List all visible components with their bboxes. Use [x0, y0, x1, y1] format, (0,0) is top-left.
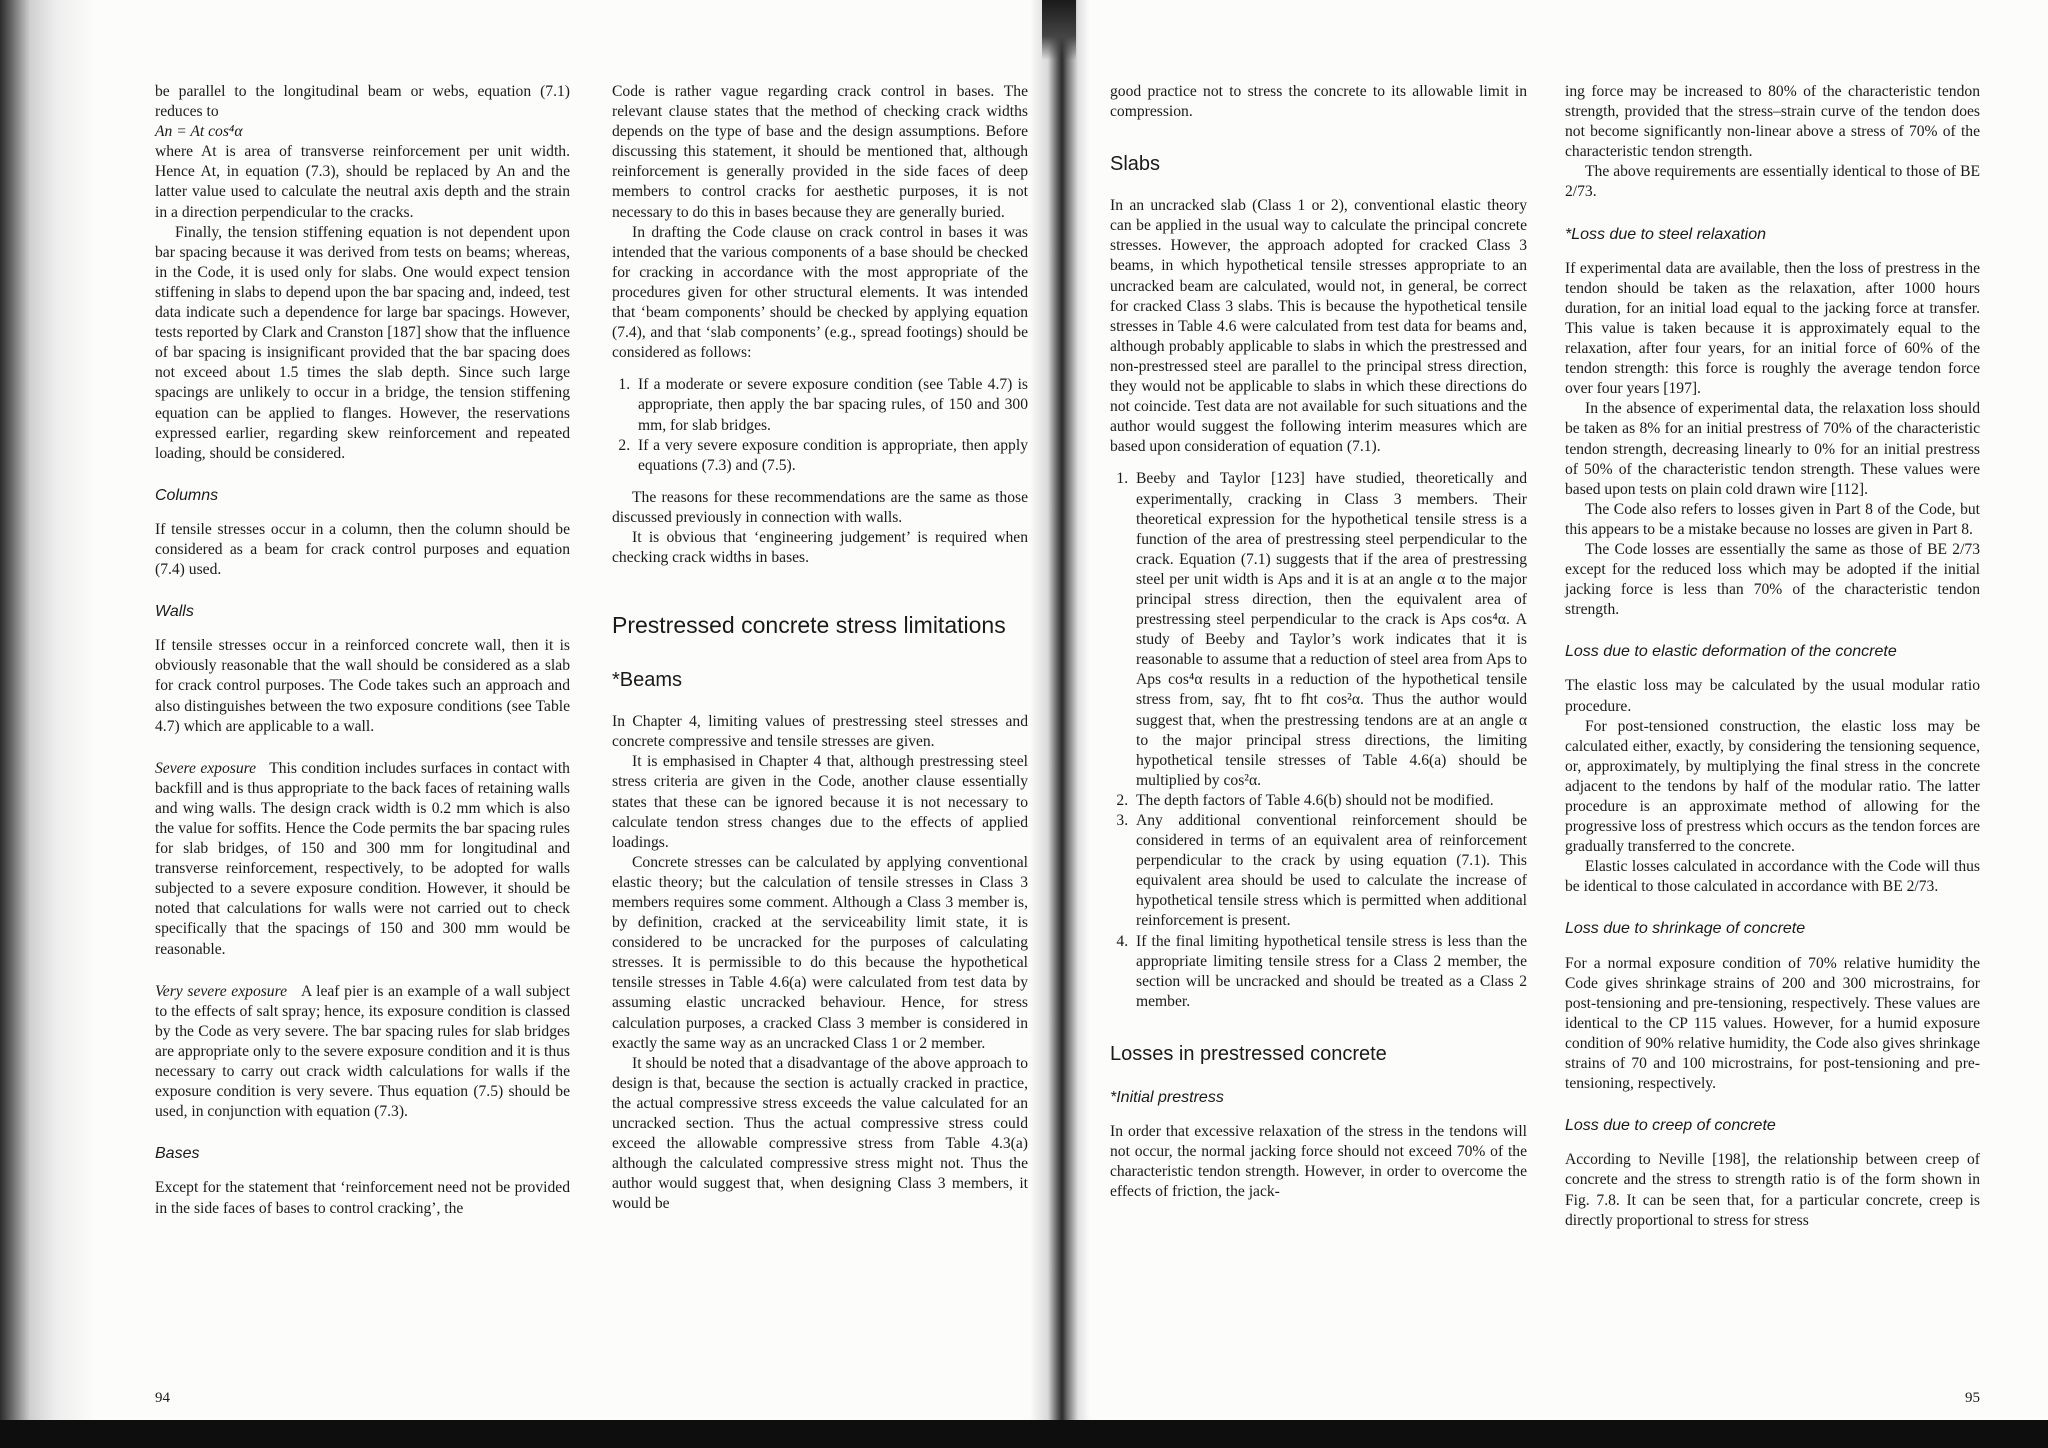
paragraph: The above requirements are essentially identical to those of BE 2/73. [1565, 163, 1980, 201]
paragraph: It is obvious that ‘engineering judgement’ is required when checking crack widths in bases. [612, 528, 1028, 567]
numbered-list [612, 375, 1028, 475]
list-item: 2. The depth factors of Table 4.6(b) should not be modified. [1132, 791, 1527, 811]
subheading-columns: Columns [155, 486, 219, 504]
paragraph: For post-tensioned construction, the elastic loss may be calculated either, exactly, by considering the tensioning sequence, or, approximately, by multiplying the final stress in the concrete adjacent to the tendons by half of the modular ratio. The latter procedure is an approximate method of allowing for the progressive loss of prestress which occurs as the tendon forces are gradually transferred to the concrete. [1565, 717, 1980, 856]
left-page-column-1 [155, 82, 570, 1219]
list-item: 1. If a moderate or severe exposure condition (see Table 4.7) is appropriate, then apply the bar spacing rules, of 150 and 300 mm, for slab bridges. [634, 375, 1028, 435]
equation: An = At cos⁴α [155, 123, 243, 141]
paragraph: If experimental data are available, then the loss of prestress in the tendon should be taken as the relaxation, after 1000 hours duration, for an initial load equal to the jacking force at transfer. This value is taken because it is approximately equal to the relaxation, after four years, for an initial force of 60% of the tendon strength: this force is roughly the average tendon force over four years [197]. [1565, 259, 1980, 398]
subheading-steel-relaxation: *Loss due to steel relaxation [1565, 225, 1767, 243]
paragraph-very-severe-exposure [155, 982, 570, 1123]
subsection-heading-beams: *Beams [612, 669, 683, 692]
paragraph: The elastic loss may be calculated by the usual modular ratio procedure. [1565, 677, 1980, 715]
page-number-left: 94 [155, 1390, 170, 1406]
subheading-shrinkage: Loss due to shrinkage of concrete [1565, 920, 1806, 938]
run-in-heading: Very severe exposure [155, 982, 288, 1000]
subheading-bases: Bases [155, 1145, 200, 1163]
paragraph: In the absence of experimental data, the relaxation loss should be taken as 8% for an initial prestress of 70% of the characteristic tendon strength, decreasing linearly to 0% for an initial prestress of 50% of the characteristic tendon strength. These values were based upon tests on plain cold drawn wire [112]. [1565, 400, 1980, 498]
subheading-elastic-deformation: Loss due to elastic deformation of the concrete [1565, 643, 1897, 661]
paragraph-severe-exposure [155, 759, 570, 960]
numbered-list [1110, 469, 1527, 1012]
right-page-column-1 [1110, 82, 1527, 1202]
list-item: 3. Any additional conventional reinforcement should be considered in terms of an equivalent area of reinforcement perpendicular to the crack by using equation (7.1). This equivalent area should be used to calculate the increase of hypothetical tensile stress which is permitted when additional reinforcement is present. [1132, 811, 1527, 932]
paragraph: It should be noted that a disadvantage of the above approach to design is that, because the section is actually cracked in practice, the actual compressive stress exceeds the value calculated for an uncracked section. Thus the actual compressive stress could exceed the allowable compressive stress from Table 4.3(a) although the calculated compressive stress might not. Thus the author would suggest that, when designing Class 3 members, it would be [612, 1054, 1028, 1213]
paragraph: Code is rather vague regarding crack control in bases. The relevant clause states that the method of checking crack widths depends on the type of base and the design assumptions. Before discussing this statement, it should be mentioned that, although reinforcement is generally provided in the side faces of deep members to control cracks for aesthetic purposes, it is not necessary to do this in bases because they are generally buried. [612, 83, 1028, 221]
subheading-walls: Walls [155, 603, 194, 621]
paragraph: In drafting the Code clause on crack control in bases it was intended that the various components of a base should be checked for cracking in accordance with the most appropriate of the procedures given for other structural elements. It was intended that ‘beam components’ should be checked by applying equation (7.4), and that ‘slab components’ (e.g., spread footings) should be considered as follows: [612, 223, 1028, 362]
paragraph: In an uncracked slab (Class 1 or 2), conventional elastic theory can be applied in the usual way to calculate the principal concrete stresses. However, the approach adopted for cracked Class 3 beams, in which hypothetical tensile stresses appropriate to an uncracked beam are calculated, would not, in general, be correct for cracked Class 3 slabs. This is because the hypothetical tensile stresses in Table 4.6 were calculated from test data for beams and, although probably applicable to slabs in which the prestressed and non-prestressed steel are parallel to the principal stress direction, they would not be applicable to slabs in which these directions do not coincide. Test data are not available for such situations and the author would suggest the following interim measures which are based upon consideration of equation (7.1). [1110, 197, 1527, 456]
paragraph: The Code losses are essentially the same as those of BE 2/73 except for the reduced loss which may be adopted if the initial jacking force is less than 70% of the characteristic tendon strength. [1565, 540, 1980, 619]
paragraph: In Chapter 4, limiting values of prestressing steel stresses and concrete compressive and tensile stresses are given. [612, 713, 1028, 751]
subheading-initial-prestress: *Initial prestress [1110, 1088, 1224, 1106]
paragraph: It is emphasised in Chapter 4 that, although prestressing steel stress criteria are given in the Code, another clause essentially states that these can be ignored because it is not necessary to calculate tendon stress changes due to the effects of applied loadings. [612, 753, 1028, 851]
paragraph: If tensile stresses occur in a reinforced concrete wall, then it is obviously reasonable that the wall should be considered as a slab for crack control purposes. The Code takes such an approach and also distinguishes between the two exposure conditions (see Table 4.7) which are applicable to a wall. [155, 637, 570, 735]
scan-edge-shadow [0, 0, 95, 1448]
paragraph-text: A leaf pier is an example of a wall subject to the effects of salt spray; hence, its exposure condition is classed by the Code as very severe. The bar spacing rules for slab bridges are appropriate only to the severe exposure condition and it is thus necessary to carry out crack width calculations for walls if the exposure condition is very severe. Thus equation (7.5) should be used, in conjunction with equation (7.3). [155, 982, 570, 1121]
paragraph: where At is area of transverse reinforcement per unit width. Hence At, in equation (7.3), should be replaced by An and the latter value used to calculate the neutral axis depth and the strain in a direction perpendicular to the cracks. [155, 143, 570, 221]
paragraph: The Code also refers to losses given in Part 8 of the Code, but this appears to be a mistake because no losses are given in Part 8. [1565, 500, 1980, 538]
page-number-right: 95 [1965, 1390, 1980, 1406]
list-item: 4. If the final limiting hypothetical tensile stress is less than the appropriate limiting tensile stress for a Class 2 member, the section will be uncracked and should be treated as a Class 2 member. [1132, 932, 1527, 1012]
paragraph: If tensile stresses occur in a column, then the column should be considered as a beam for crack control purposes and equation (7.4) used. [155, 520, 570, 579]
book-gutter [1030, 0, 1090, 1420]
left-page-column-2 [612, 82, 1028, 1215]
paragraph: ing force may be increased to 80% of the characteristic tendon strength, provided that the stress–strain curve of the tendon does not become significantly non-linear above a stress of 70% of the characteristic tendon strength. [1565, 83, 1980, 161]
paragraph: For a normal exposure condition of 70% relative humidity the Code gives shrinkage strains of 200 and 300 microstrains, for post-tensioning and pre-tensioning, respectively. These values are identical to the CP 115 values. However, for a humid exposure condition of 90% relative humidity, the Code also gives shrinkage strains of 70 and 100 microstrains, for post-tensioning and pre-tensioning, respectively. [1565, 954, 1980, 1093]
paragraph: good practice not to stress the concrete to its allowable limit in compression. [1110, 83, 1527, 121]
paragraph-text: This condition includes surfaces in contact with backfill and is thus appropriate to the back faces of retaining walls and wing walls. The design crack width is 0.2 mm which is also the value for soffits. Hence the Code permits the bar spacing rules for slab bridges, of 150 and 300 mm for longitudinal and transverse reinforcement, respectively, to be adopted for walls subjected to a severe exposure condition. However, it should be noted that calculations for walls were not carried out to check specifically that the spacings of 150 and 300 mm would be reasonable. [155, 759, 570, 958]
list-item: 2. If a very severe exposure condition is appropriate, then apply equations (7.3) and (7.5). [634, 436, 1028, 476]
subsection-heading-slabs: Slabs [1110, 153, 1161, 176]
paragraph: Elastic losses calculated in accordance with the Code will thus be identical to those calculated in accordance with BE 2/73. [1565, 858, 1980, 896]
paragraph: be parallel to the longitudinal beam or webs, equation (7.1) reduces to [155, 83, 570, 121]
paragraph: According to Neville [198], the relationship between creep of concrete and the stress to strength ratio is of the form shown in Fig. 7.8. It can be seen that, for a particular concrete, creep is directly proportional to stress for stress [1565, 1151, 1980, 1229]
paragraph: Concrete stresses can be calculated by applying conventional elastic theory; but the calculation of tensile stresses in Class 3 members requires some comment. Although a Class 3 member is, by definition, cracked at the serviceability limit state, it is considered to be uncracked for the purposes of calculating stresses. It is permissible to do this because the hypothetical tensile stresses in Table 4.6(a) were calculated from test data by assuming elastic uncracked behaviour. Hence, for stress calculation purposes, a cracked Class 3 member is considered in exactly the same way as an uncracked Class 1 or 2 member. [612, 853, 1028, 1052]
paragraph: In order that excessive relaxation of the stress in the tendons will not occur, the normal jacking force should not exceed 70% of the characteristic tendon strength. However, in order to overcome the effects of friction, the jack- [1110, 1123, 1527, 1201]
section-heading-prestressed: Prestressed concrete stress limitations [612, 612, 1006, 639]
gutter-shadow [1042, 0, 1076, 60]
right-page-column-2 [1565, 82, 1980, 1231]
paragraph: Except for the statement that ‘reinforcement need not be provided in the side faces of bases to control cracking’, the [155, 1179, 570, 1217]
list-item: 1. Beeby and Taylor [123] have studied, theoretically and experimentally, cracking in Class 3 members. Their theoretical expression for the hypothetical tensile stress is a function of the area of prestressing steel perpendicular to the crack. Equation (7.1) suggests that if the area of prestressing steel per unit width is Aps and it is at an angle α to the major principal stress direction, then the equivalent area of prestressing steel perpendicular to the crack is Aps cos⁴α. A study of Beeby and Taylor’s work indicates that it is reasonable to assume that a reduction of steel area from Aps to Aps cos⁴α results in a reduction of the hypothetical tensile stress from, say, fht to fht cos²α. Thus the author would suggest that, when the prestressing tendons are at an angle α to the major principal stress directions, the limiting hypothetical tensile stresses of Table 4.6(a) should be multiplied by cos²α. [1132, 469, 1527, 791]
subheading-creep: Loss due to creep of concrete [1565, 1117, 1776, 1135]
paragraph: The reasons for these recommendations are the same as those discussed previously in connection with walls. [612, 488, 1028, 526]
scan-bottom-edge [0, 1420, 2048, 1448]
run-in-heading: Severe exposure [155, 759, 257, 777]
paragraph: Finally, the tension stiffening equation is not dependent upon bar spacing because it was derived from tests on beams; whereas, in the Code, it is used only for slabs. One would expect tension stiffening in slabs to depend upon the bar spacing and, indeed, test data indicate such a dependence for large bar spacings. However, tests reported by Clark and Cranston [187] show that the influence of bar spacing is insignificant provided that the bar spacing does not exceed about 1.5 times the slab depth. Since such large spacings are unlikely to occur in a bridge, the tension stiffening equation can be applied to flanges. However, the reservations expressed earlier, regarding skew reinforcement and repeated loading, should be considered. [155, 223, 570, 462]
section-heading-losses: Losses in prestressed concrete [1110, 1042, 1387, 1065]
